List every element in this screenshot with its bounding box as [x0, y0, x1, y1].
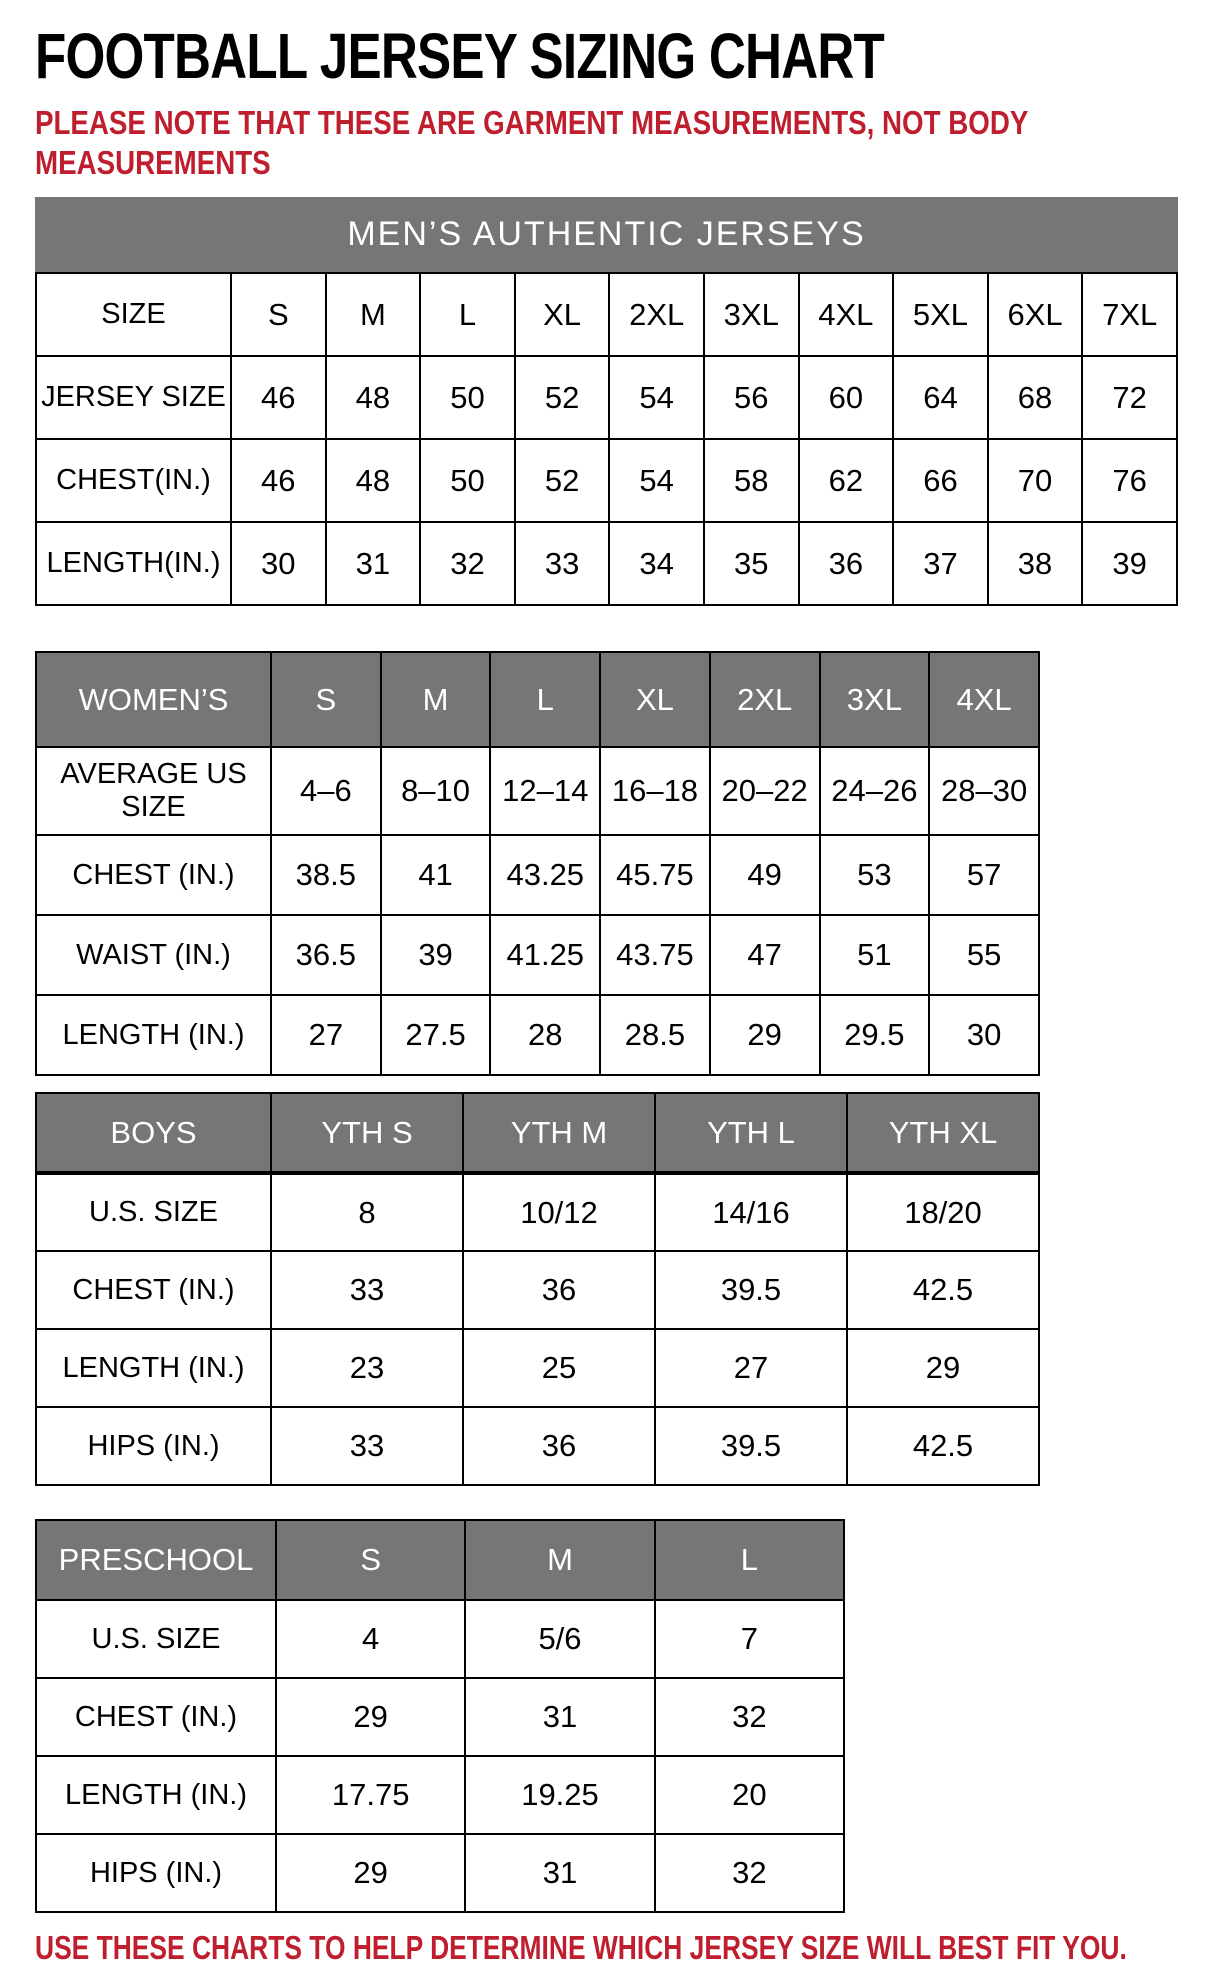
size-cell: 33	[515, 522, 610, 605]
womens-size-table	[35, 651, 1040, 1076]
table-row	[36, 1756, 844, 1834]
size-cell: 5XL	[893, 273, 988, 356]
size-cell: 42.5	[847, 1407, 1039, 1485]
column-header: S	[271, 652, 381, 747]
size-cell: 42.5	[847, 1251, 1039, 1329]
size-cell: 41	[381, 835, 491, 915]
size-cell: 16–18	[600, 747, 710, 835]
table-row	[36, 1173, 1039, 1251]
row-label: LENGTH (IN.)	[36, 1756, 276, 1834]
row-label: U.S. SIZE	[36, 1600, 276, 1678]
size-cell: 52	[515, 439, 610, 522]
table-row	[36, 522, 1177, 605]
size-cell: 54	[609, 356, 704, 439]
size-cell: 36.5	[271, 915, 381, 995]
size-cell: 54	[609, 439, 704, 522]
size-cell: 28.5	[600, 995, 710, 1075]
size-cell: 39	[381, 915, 491, 995]
size-cell: 17.75	[276, 1756, 465, 1834]
size-cell: 4–6	[271, 747, 381, 835]
size-cell: 19.25	[465, 1756, 654, 1834]
size-cell: 48	[326, 356, 421, 439]
size-cell: 55	[929, 915, 1039, 995]
column-header: L	[655, 1520, 844, 1600]
size-cell: 29.5	[820, 995, 930, 1075]
size-cell: 70	[988, 439, 1083, 522]
fit-advice-footer: USE THESE CHARTS TO HELP DETERMINE WHICH JERSEY SIZE WILL BEST FIT YOU.	[35, 1929, 1127, 1967]
row-label: AVERAGE US SIZE	[36, 747, 271, 835]
size-cell: 35	[704, 522, 799, 605]
boys-size-table	[35, 1092, 1040, 1486]
size-cell: 23	[271, 1329, 463, 1407]
size-cell: 46	[231, 356, 326, 439]
size-cell: 28–30	[929, 747, 1039, 835]
size-cell: 76	[1082, 439, 1177, 522]
size-cell: 66	[893, 439, 988, 522]
size-cell: 47	[710, 915, 820, 995]
row-label: CHEST(IN.)	[36, 439, 231, 522]
row-label: U.S. SIZE	[36, 1173, 271, 1251]
size-cell: S	[231, 273, 326, 356]
size-cell: 56	[704, 356, 799, 439]
size-cell: 33	[271, 1407, 463, 1485]
table-row	[36, 1834, 844, 1912]
size-cell: 33	[271, 1251, 463, 1329]
table-row	[36, 835, 1039, 915]
size-cell: 31	[465, 1834, 654, 1912]
table-row	[36, 1251, 1039, 1329]
size-cell: 36	[799, 522, 894, 605]
size-cell: 57	[929, 835, 1039, 915]
column-header: 4XL	[929, 652, 1039, 747]
size-cell: 64	[893, 356, 988, 439]
table-row	[36, 273, 1177, 356]
size-cell: 32	[655, 1678, 844, 1756]
row-label: LENGTH (IN.)	[36, 995, 271, 1075]
size-cell: 53	[820, 835, 930, 915]
size-cell: 27	[655, 1329, 847, 1407]
size-cell: 50	[420, 439, 515, 522]
table-row	[36, 1329, 1039, 1407]
size-cell: 31	[326, 522, 421, 605]
table-row	[36, 995, 1039, 1075]
row-label: CHEST (IN.)	[36, 1678, 276, 1756]
size-cell: 43.75	[600, 915, 710, 995]
column-header: M	[465, 1520, 654, 1600]
preschool-size-table	[35, 1519, 845, 1913]
table-row	[36, 1678, 844, 1756]
size-cell: 8	[271, 1173, 463, 1251]
size-cell: 41.25	[490, 915, 600, 995]
table-header-row	[36, 1093, 1039, 1173]
table-row	[36, 1600, 844, 1678]
table-header-row	[36, 1520, 844, 1600]
table-title-cell: BOYS	[36, 1093, 271, 1173]
column-header: YTH M	[463, 1093, 655, 1173]
size-cell: 36	[463, 1251, 655, 1329]
row-label: HIPS (IN.)	[36, 1834, 276, 1912]
page-title: FOOTBALL JERSEY SIZING CHART	[35, 20, 885, 92]
column-header: L	[490, 652, 600, 747]
size-cell: 38.5	[271, 835, 381, 915]
size-cell: M	[326, 273, 421, 356]
size-cell: 29	[847, 1329, 1039, 1407]
row-label: WAIST (IN.)	[36, 915, 271, 995]
size-cell: 58	[704, 439, 799, 522]
size-cell: 29	[276, 1834, 465, 1912]
size-cell: 51	[820, 915, 930, 995]
column-header: XL	[600, 652, 710, 747]
table-row	[36, 1407, 1039, 1485]
size-cell: 62	[799, 439, 894, 522]
size-cell: 29	[276, 1678, 465, 1756]
size-cell: 60	[799, 356, 894, 439]
table-title-cell: PRESCHOOL	[36, 1520, 276, 1600]
size-cell: 12–14	[490, 747, 600, 835]
size-cell: 3XL	[704, 273, 799, 356]
size-cell: 7XL	[1082, 273, 1177, 356]
size-cell: 30	[929, 995, 1039, 1075]
size-cell: 32	[420, 522, 515, 605]
row-label: LENGTH(IN.)	[36, 522, 231, 605]
size-cell: 68	[988, 356, 1083, 439]
size-cell: 25	[463, 1329, 655, 1407]
table-row	[36, 439, 1177, 522]
table-row	[36, 747, 1039, 835]
size-cell: 31	[465, 1678, 654, 1756]
size-cell: 6XL	[988, 273, 1083, 356]
table-row	[36, 915, 1039, 995]
size-cell: 10/12	[463, 1173, 655, 1251]
size-cell: 32	[655, 1834, 844, 1912]
size-cell: 14/16	[655, 1173, 847, 1251]
column-header: M	[381, 652, 491, 747]
size-cell: 50	[420, 356, 515, 439]
size-cell: 27.5	[381, 995, 491, 1075]
size-cell: 39.5	[655, 1251, 847, 1329]
size-cell: 24–26	[820, 747, 930, 835]
size-cell: 7	[655, 1600, 844, 1678]
size-cell: 29	[710, 995, 820, 1075]
size-cell: 38	[988, 522, 1083, 605]
table-title-cell: WOMEN’S	[36, 652, 271, 747]
row-label: SIZE	[36, 273, 231, 356]
column-header: S	[276, 1520, 465, 1600]
size-cell: 30	[231, 522, 326, 605]
size-cell: 2XL	[609, 273, 704, 356]
row-label: CHEST (IN.)	[36, 1251, 271, 1329]
size-cell: 39.5	[655, 1407, 847, 1485]
size-cell: 39	[1082, 522, 1177, 605]
size-cell: 48	[326, 439, 421, 522]
size-cell: 52	[515, 356, 610, 439]
column-header: YTH L	[655, 1093, 847, 1173]
row-label: JERSEY SIZE	[36, 356, 231, 439]
row-label: CHEST (IN.)	[36, 835, 271, 915]
size-cell: 72	[1082, 356, 1177, 439]
size-cell: 20–22	[710, 747, 820, 835]
size-cell: 27	[271, 995, 381, 1075]
row-label: HIPS (IN.)	[36, 1407, 271, 1485]
size-cell: 8–10	[381, 747, 491, 835]
size-cell: 5/6	[465, 1600, 654, 1678]
mens-table-section	[35, 197, 1185, 606]
size-cell: 18/20	[847, 1173, 1039, 1251]
mens-size-table	[35, 272, 1178, 606]
size-cell: 49	[710, 835, 820, 915]
mens-table-banner: MEN’S AUTHENTIC JERSEYS	[35, 197, 1178, 272]
column-header: 2XL	[710, 652, 820, 747]
table-row	[36, 356, 1177, 439]
size-cell: 20	[655, 1756, 844, 1834]
size-cell: 46	[231, 439, 326, 522]
garment-measurements-note: PLEASE NOTE THAT THESE ARE GARMENT MEASUREMENTS, NOT BODY MEASUREMENTS	[35, 103, 1028, 181]
size-cell: 43.25	[490, 835, 600, 915]
size-cell: 4XL	[799, 273, 894, 356]
column-header: YTH XL	[847, 1093, 1039, 1173]
size-cell: 37	[893, 522, 988, 605]
size-cell: 34	[609, 522, 704, 605]
size-cell: 28	[490, 995, 600, 1075]
size-cell: 45.75	[600, 835, 710, 915]
column-header: 3XL	[820, 652, 930, 747]
column-header: YTH S	[271, 1093, 463, 1173]
table-header-row	[36, 652, 1039, 747]
row-label: LENGTH (IN.)	[36, 1329, 271, 1407]
size-cell: L	[420, 273, 515, 356]
size-cell: XL	[515, 273, 610, 356]
size-cell: 36	[463, 1407, 655, 1485]
size-cell: 4	[276, 1600, 465, 1678]
